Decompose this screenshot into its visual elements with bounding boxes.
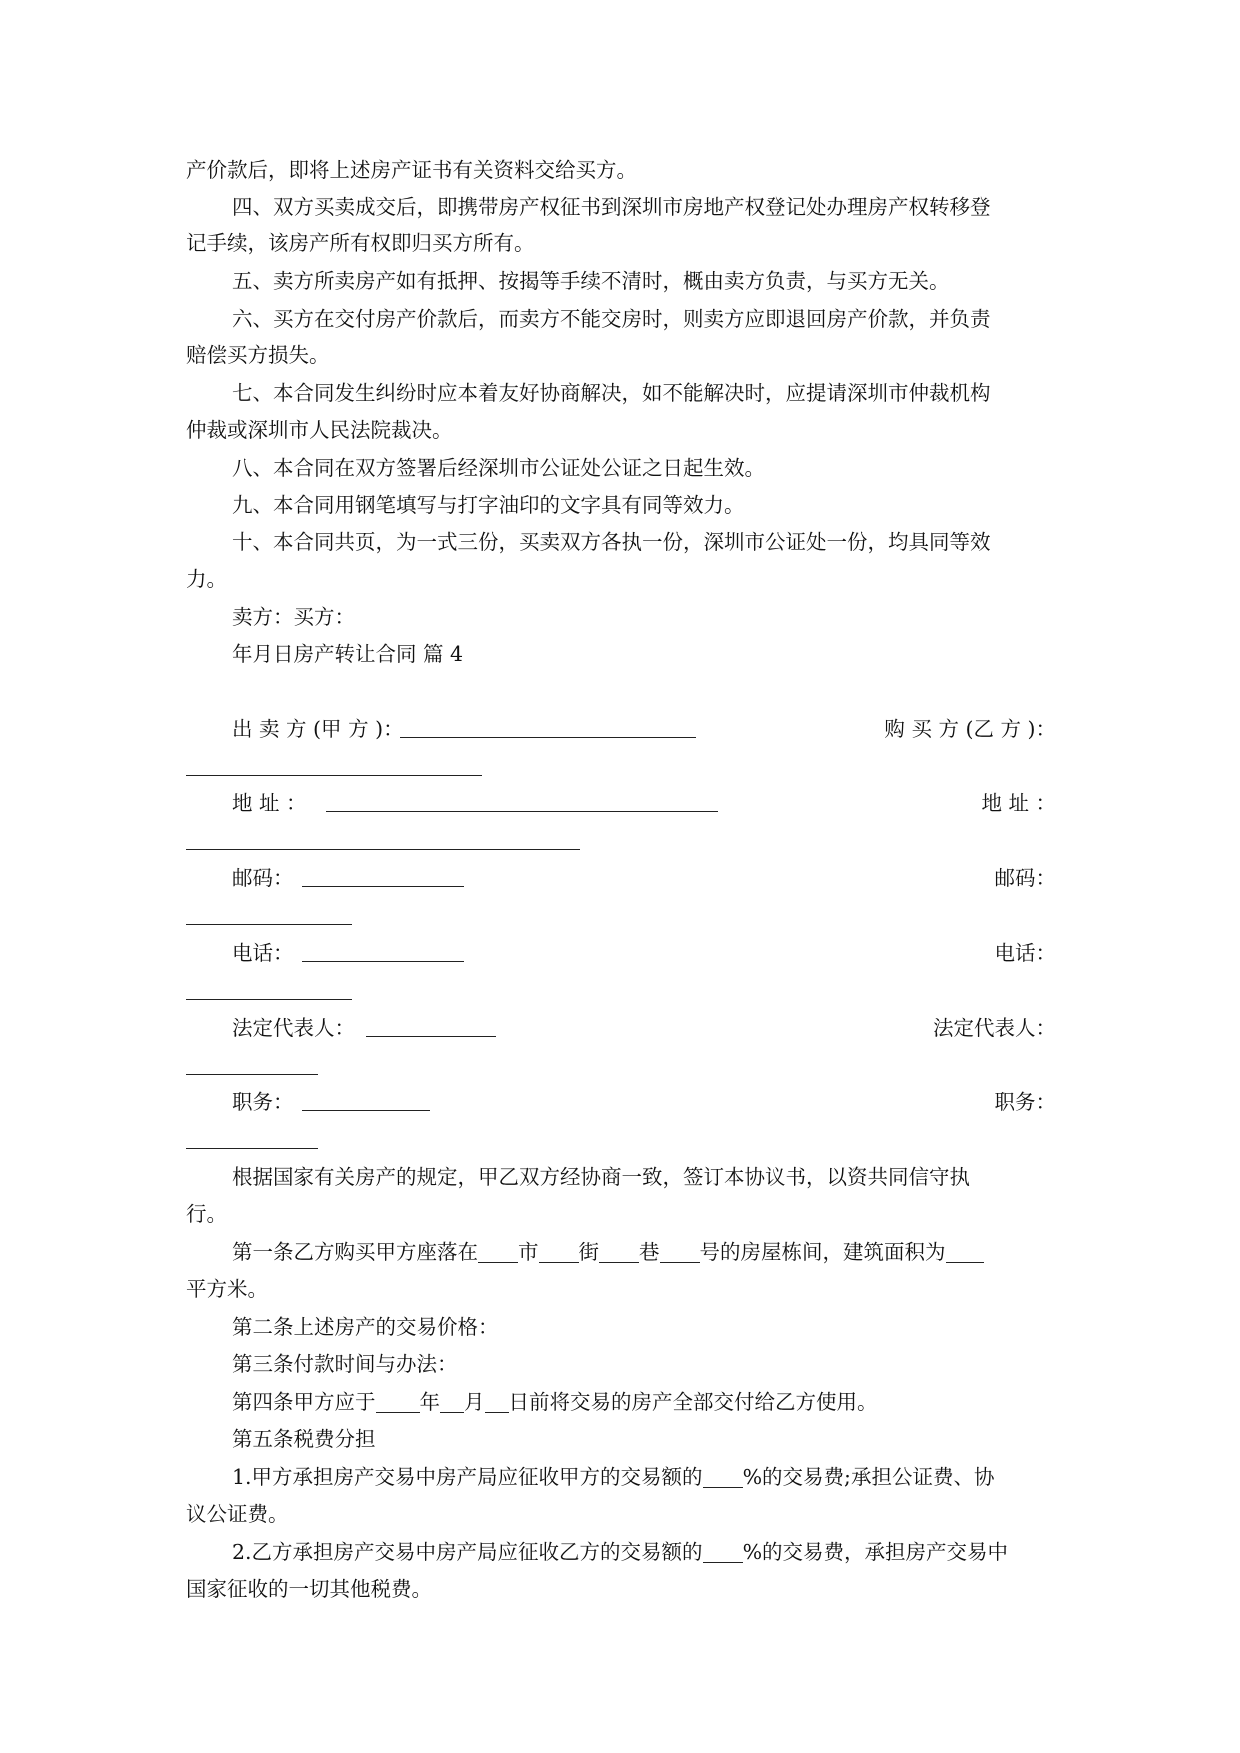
postcode-blank-right[interactable] — [186, 923, 352, 925]
article-5: 第五条税费分担 — [232, 1427, 376, 1451]
position-label-left: 职务： — [232, 1090, 294, 1114]
clause-4-line-1: 四、双方买卖成交后，即携带房产权征书到深圳市房地产权登记处办理房产权转移登 — [232, 195, 991, 219]
clause-4-line-2: 记手续，该房产所有权即归买方所有。 — [186, 231, 535, 255]
tax-item-2-line-1 — [232, 1539, 1056, 1565]
legal-rep-blank-right[interactable] — [186, 1073, 318, 1075]
number-blank[interactable] — [660, 1242, 700, 1263]
article-1-text-d: 巷 — [639, 1240, 660, 1264]
article-1-text-a: 第一条乙方购买甲方座落在 — [232, 1240, 478, 1264]
article-1-line-1 — [232, 1239, 1056, 1265]
section-heading: 年月日房产转让合同 篇 4 — [232, 642, 464, 666]
article-1-line-2: 平方米。 — [186, 1277, 268, 1301]
article-4 — [232, 1389, 1056, 1415]
buyer-blank[interactable] — [186, 774, 482, 776]
tax-item-2-text-b: %的交易费，承担房产交易中 — [742, 1540, 1009, 1564]
tax-item-2-text-a: 2.乙方承担房产交易中房产局应征收乙方的交易额的 — [232, 1540, 703, 1564]
clause-6-line-1: 六、买方在交付房产价款后，而卖方不能交房时，则卖方应即退回房产价款，并负责 — [232, 307, 991, 331]
phone-blank-left[interactable] — [302, 960, 464, 962]
address-blank-right[interactable] — [186, 848, 580, 850]
legal-rep-blank-left[interactable] — [366, 1035, 496, 1037]
preamble-line-2: 行。 — [186, 1202, 227, 1226]
phone-blank-right[interactable] — [186, 998, 352, 1000]
lane-blank[interactable] — [599, 1242, 639, 1263]
preamble-line-1: 根据国家有关房产的规定，甲乙双方经协商一致，签订本协议书，以资共同信守执 — [232, 1165, 970, 1189]
phone-label-right: 电话： — [994, 941, 1056, 965]
area-blank[interactable] — [946, 1242, 984, 1263]
buyer-label: 购 买 方 (乙 方 )： — [884, 717, 1056, 741]
party-a-rate-blank[interactable] — [703, 1467, 743, 1488]
address-label-left: 地 址 ： — [232, 791, 307, 815]
article-4-text-d: 日前将交易的房产全部交付给乙方使用。 — [508, 1390, 878, 1414]
clause-5: 五、卖方所卖房产如有抵押、按揭等手续不清时，概由卖方负责，与买方无关。 — [232, 269, 950, 293]
clause-10-line-1: 十、本合同共页，为一式三份，买卖双方各执一份，深圳市公证处一份，均具同等效 — [232, 530, 991, 554]
article-1-text-e: 号的房屋栋间，建筑面积为 — [699, 1240, 946, 1264]
address-blank-left[interactable] — [326, 810, 718, 812]
tax-item-1-line-2: 议公证费。 — [186, 1502, 289, 1526]
article-1-text-c: 街 — [578, 1240, 599, 1264]
clause-7-line-2: 仲裁或深圳市人民法院裁决。 — [186, 418, 453, 442]
clause-7-line-1: 七、本合同发生纠纷时应本着友好协商解决，如不能解决时，应提请深圳市仲裁机构 — [232, 381, 991, 405]
year-blank[interactable] — [376, 1392, 420, 1413]
position-blank-left[interactable] — [302, 1109, 430, 1111]
postcode-label-right: 邮码： — [994, 866, 1056, 890]
seller-label: 出 卖 方 (甲 方 )： — [232, 717, 404, 741]
street-blank[interactable] — [539, 1242, 579, 1263]
clause-8: 八、本合同在双方签署后经深圳市公证处公证之日起生效。 — [232, 456, 765, 480]
article-4-text-b: 年 — [419, 1390, 440, 1414]
clause-6-line-2: 赔偿买方损失。 — [186, 343, 330, 367]
postcode-label-left: 邮码： — [232, 866, 294, 890]
tax-item-1-line-1 — [232, 1464, 1056, 1490]
legal-rep-label-left: 法定代表人： — [232, 1016, 355, 1040]
phone-label-left: 电话： — [232, 941, 294, 965]
tax-item-1-text-a: 1.甲方承担房产交易中房产局应征收甲方的交易额的 — [232, 1465, 703, 1489]
party-b-rate-blank[interactable] — [703, 1542, 743, 1563]
tax-item-2-line-2: 国家征收的一切其他税费。 — [186, 1577, 432, 1601]
seller-blank[interactable] — [400, 736, 696, 738]
clause-9: 九、本合同用钢笔填写与打字油印的文字具有同等效力。 — [232, 493, 745, 517]
paragraph-line: 产价款后，即将上述房产证书有关资料交给买方。 — [186, 158, 637, 182]
address-label-right: 地 址 ： — [981, 791, 1056, 815]
position-blank-right[interactable] — [186, 1147, 318, 1149]
article-2: 第二条上述房产的交易价格： — [232, 1315, 499, 1339]
article-4-text-c: 月 — [464, 1390, 485, 1414]
month-blank[interactable] — [440, 1392, 464, 1413]
legal-rep-label-right: 法定代表人： — [933, 1016, 1056, 1040]
day-blank[interactable] — [485, 1392, 509, 1413]
clause-10-line-2: 力。 — [186, 567, 227, 591]
signature-line: 卖方：买方： — [232, 605, 355, 629]
tax-item-1-text-b: %的交易费;承担公证费、协 — [742, 1465, 995, 1489]
article-1-text-b: 市 — [518, 1240, 539, 1264]
article-4-text-a: 第四条甲方应于 — [232, 1390, 376, 1414]
postcode-blank-left[interactable] — [302, 885, 464, 887]
article-3: 第三条付款时间与办法： — [232, 1352, 458, 1376]
position-label-right: 职务： — [994, 1090, 1056, 1114]
city-blank[interactable] — [478, 1242, 518, 1263]
